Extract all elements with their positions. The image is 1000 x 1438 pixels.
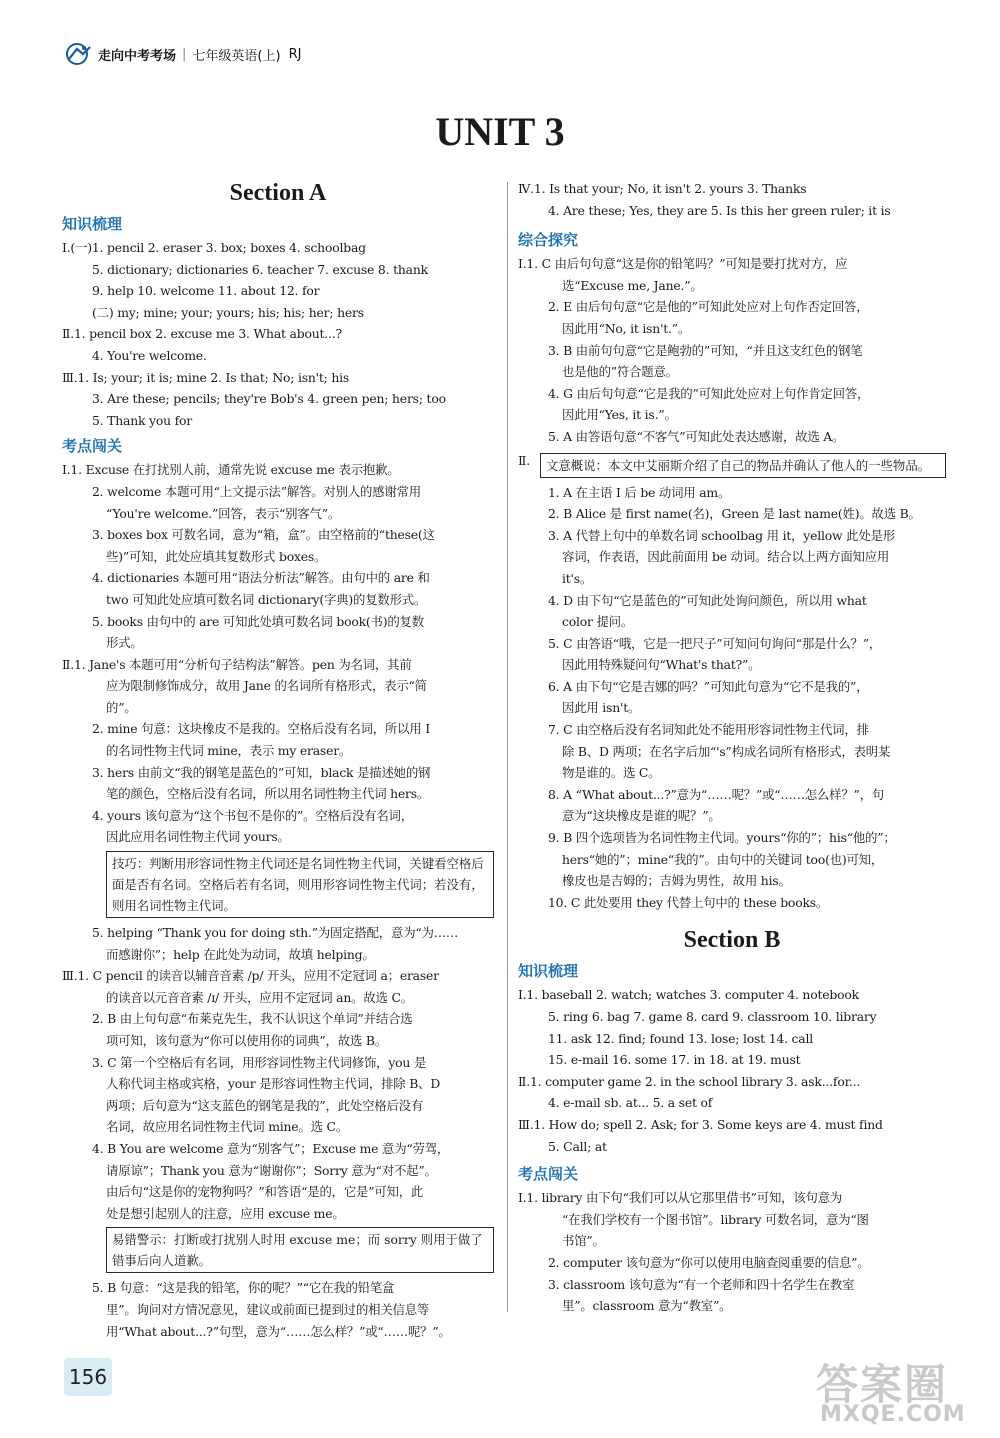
answer-line: 3. Are these; pencils; they're Bob's 4. green pen; hers; too [92, 391, 446, 407]
answer-line: 5. C 由答语“哦，它是一把尺子”可知问句询问“那是什么？”， [548, 635, 882, 651]
answer-line: 物是谁的。选 C。 [562, 765, 661, 781]
answer-line: 5. B 句意：“这是我的铅笔，你的呢？”“它在我的铅笔盒 [92, 1280, 395, 1296]
answer-line: 的”。 [106, 699, 137, 715]
answer-line: 4. G 由后句句意“它是我的”可知此处应对上句作肯定回答， [548, 385, 870, 401]
category-heading: 考点闯关 [518, 1165, 579, 1184]
answer-line: 用“What about...?”句型，意为“……怎么样？”或“……呢？”。 [106, 1323, 451, 1339]
answer-line: 的读音以元音音素 /ɪ/ 开头，应用不定冠词 an。故选 C。 [106, 989, 413, 1005]
answer-line: 因此用“No, it isn't.”。 [562, 320, 691, 336]
answer-line: 笔的颜色，空格后没有名词，所以用名词性物主代词 hers。 [106, 786, 430, 802]
answer-line: 1. A 在主语 I 后 be 动词用 am。 [548, 484, 731, 500]
answer-line: Ⅰ.1. C 由后句句意“这是你的铅笔吗？”可知是要打扰对方，应 [518, 256, 848, 272]
answer-line: 形式。 [106, 635, 143, 651]
answer-line: Ⅰ.1. Excuse 在打扰别人前，通常先说 excuse me 表示抱歉。 [62, 462, 400, 478]
answer-line: 7. C 由空格后没有名词知此处不能用形容词性物主代词，排 [548, 722, 869, 738]
answer-line: “在我们学校有一个图书馆”。library 可数名词，意为“图 [562, 1211, 869, 1227]
answer-line: 5. books 由句中的 are 可知此处填可数名词 book(书)的复数 [92, 613, 424, 629]
answer-line: 处是想引起别人的注意，应用 excuse me。 [106, 1205, 345, 1221]
left-column [62, 178, 494, 1342]
answer-line: 3. hers 由前文“我的钢笔是蓝色的”可知，black 是描述她的钢 [92, 764, 431, 780]
answer-line: 4. e-mail sb. at... 5. a set of [548, 1095, 713, 1111]
answer-line: 也是他的”符合题意。 [562, 364, 678, 380]
answer-line: 2. E 由后句句意“它是他的”可知此处应对上句作否定回答， [548, 299, 869, 315]
answer-line: 11. ask 12. find; found 13. lose; lost 14. call [548, 1030, 813, 1046]
answer-line: 而感谢你”；help 在此处为动词，故填 helping。 [106, 946, 375, 962]
answer-line: 因此应用名词性物主代词 yours。 [106, 829, 290, 845]
answer-line: 5. ring 6. bag 7. game 8. card 9. classroom 10. library [548, 1009, 877, 1024]
unit-title: UNIT 3 [435, 109, 565, 154]
explanation-list [518, 253, 946, 447]
answer-line: 由后句“这是你的宠物狗吗？”和答语“是的，它是”可知，此 [106, 1184, 424, 1200]
explanation-list [518, 482, 946, 914]
answer-line: 9. help 10. welcome 11. about 12. for [92, 283, 320, 299]
answer-line: 5. Call; at [548, 1138, 607, 1154]
answer-line: it's。 [562, 570, 593, 586]
answer-line: 项可知，该句意为“你可以使用你的词典”，故选 B。 [106, 1033, 387, 1048]
answer-line: 2. welcome 本题可用“上文提示法”解答。对别人的感谢常用 [92, 483, 421, 499]
answer-line: 应为限制修饰成分，故用 Jane 的名词所有格形式，表示“简 [106, 678, 427, 694]
answer-line: 两项；后句意为“这支蓝色的钢笔是我的”，此处空格后没有 [106, 1097, 424, 1113]
answer-line: 2. computer 该句意为“你可以使用电脑查阅重要的信息”。 [548, 1254, 870, 1270]
answer-line: Ⅰ.1. library 由下句“我们可以从它那里借书”可知，该句意为 [518, 1190, 843, 1206]
book-title: 七年级英语(上) [192, 48, 281, 64]
category-heading: 知识梳理 [62, 215, 123, 233]
category-heading: 考点闯关 [62, 437, 123, 456]
answer-line: 容词，作表语，因此前面用 be 动词。结合以上两方面知应用 [562, 549, 890, 565]
answer-line: 3. B 由前句句意“它是鲍勃的”可知，“并且这支红色的钢笔 [548, 342, 863, 358]
answer-line: 因此用特殊疑问句“What's that?”。 [562, 657, 761, 673]
watermark-logo: 答案圈 [816, 1360, 949, 1409]
summary-row [518, 450, 946, 482]
explanation-list [518, 1187, 946, 1317]
answer-line: 4. B You are welcome 意为“别客气”；Excuse me 意为“劳驾， [92, 1140, 450, 1156]
answer-line: 里”。classroom 意为“教室”。 [562, 1298, 732, 1314]
answer-line: Ⅲ.1. How do; spell 2. Ask; for 3. Some keys are 4. must find [518, 1116, 883, 1132]
roman-numeral: Ⅱ. [518, 452, 530, 468]
answer-line: 15. e-mail 16. some 17. in 18. at 19. must [548, 1052, 801, 1068]
answer-line: 4. dictionaries 本题可用“语法分析法”解答。由句中的 are 和 [92, 570, 430, 586]
answer-line: 4. D 由下句“它是蓝色的”可知此处询问颜色，所以用 what [548, 592, 867, 608]
section-b-title: Section B [683, 927, 781, 954]
answer-line: 里”。询问对方情况意见，建议或前面已提到过的相关信息等 [106, 1301, 430, 1317]
answer-line: 3. A 代替上句中的单数名词 schoolbag 用 it，yellow 此处是形 [548, 527, 895, 543]
answer-line: Ⅳ.1. Is that your; No, it isn't 2. yours 3. Thanks [518, 181, 807, 196]
knowledge-list [62, 237, 494, 431]
answer-line: 除 B、D 两项；在名字后加“'s”构成名词所有格形式，表明某 [562, 743, 891, 759]
answer-line: 5. dictionary; dictionaries 6. teacher 7. excuse 8. thank [92, 261, 428, 277]
answer-line: 人称代词主格或宾格，your 是形容词性物主代词，排除 B、D [106, 1076, 441, 1092]
answer-line: 些)”可知，此处应填其复数形式 boxes。 [106, 548, 327, 564]
column-divider [507, 182, 508, 1312]
right-column [518, 178, 946, 1317]
watermark [816, 1352, 986, 1432]
page-number: 156 [64, 1358, 112, 1396]
explanation-list [62, 922, 494, 1224]
explanation-list [62, 459, 494, 848]
answer-line: 5. Thank you for [92, 412, 192, 428]
answer-line: Ⅰ.1. baseball 2. watch; watches 3. computer 4. notebook [518, 987, 859, 1003]
answer-line: 2. B 由上句句意“布莱克先生，我不认识这个单词”并结合选 [92, 1011, 413, 1027]
watermark-site: MXQE.COM [820, 1402, 966, 1427]
answer-line: “You're welcome.”回答，表示“别客气”。 [106, 505, 341, 521]
answer-line: 3. classroom 该句意为“有一个老师和四十名学生在教室 [548, 1276, 855, 1292]
answer-line: Ⅲ.1. C pencil 的读音以辅音音素 /p/ 开头，应用不定冠词 a；eraser [62, 968, 439, 984]
answer-line: 6. A 由下句“它是吉娜的吗？”可知此句意为“它不是我的”， [548, 678, 869, 694]
answer-line: 4. yours 该句意为“这个书包不是你的”。空格后没有名词， [92, 807, 413, 823]
answer-line: 名词，故应用名词性物主代词 mine。选 C。 [106, 1119, 349, 1135]
summary-box: 文意概说：本文中艾丽斯介绍了自己的物品并确认了他人的一些物品。 [540, 453, 946, 478]
tip-box: 技巧：判断用形容词性物主代词还是名词性物主代词，关键看空格后面是否有名词。空格后若有名词，则用形容词性物主代词；若没有，则用名词性物主代词。 [106, 851, 494, 918]
answer-line: 3. C 第一个空格后有名词，用形容词性物主代词修饰，you 是 [92, 1054, 427, 1070]
answer-line: 意为“这块橡皮是谁的呢？”。 [562, 808, 721, 824]
answer-line: Ⅱ.1. computer game 2. in the school library 3. ask...for... [518, 1073, 861, 1089]
answer-line: Ⅱ.1. pencil box 2. excuse me 3. What about...? [62, 326, 342, 342]
answer-line: 4. You're welcome. [92, 347, 207, 363]
answer-line: Ⅲ.1. Is; your; it is; mine 2. Is that; No; isn't; his [62, 369, 350, 385]
category-heading: 综合探究 [518, 231, 579, 250]
answer-line: 的名词性物主代词 mine，表示 my eraser。 [106, 743, 352, 759]
answer-line: 橡皮也是吉姆的；吉姆为男性，故用 his。 [562, 873, 791, 889]
answer-line: hers“她的”；mine“我的”。由句中的关键词 too(也)可知， [562, 851, 884, 867]
warning-box: 易错警示：打断或打扰别人时用 excuse me；而 sorry 则用于做了错事后向人道歉。 [106, 1227, 494, 1273]
explanation-list [62, 1277, 494, 1342]
answer-line: 选“Excuse me, Jane.”。 [562, 277, 703, 293]
knowledge-list [518, 984, 946, 1157]
answer-line: 2. mine 句意：这块橡皮不是我的。空格后没有名词，所以用 I [92, 721, 430, 737]
answer-line: 因此用 isn't。 [562, 700, 641, 716]
answer-line: 5. helping “Thank you for doing sth.”为固定搭配，意为“为…… [92, 925, 459, 941]
answer-line: 5. A 由答语句意“不客气”可知此处表达感谢，故选 A。 [548, 428, 845, 444]
answer-line: Ⅰ.(一)1. pencil 2. eraser 3. box; boxes 4. schoolbag [62, 240, 366, 255]
answer-line: 请原谅”；Thank you 意为“谢谢你”；Sorry 意为“对不起”。 [106, 1162, 437, 1178]
edition: RJ [288, 46, 302, 62]
answer-line: 9. B 四个选项皆为名词性物主代词。yours“你的”；his“他的”； [548, 830, 896, 846]
answer-line: 4. Are these; Yes, they are 5. Is this her green ruler; it is [548, 202, 891, 218]
brand-title: 走向中考考场 [98, 48, 177, 64]
header-divider: | [182, 46, 187, 62]
answer-line: 2. B Alice 是 first name(名)，Green 是 last name(姓)。故选 B。 [548, 506, 921, 522]
answer-line: 因此用“Yes, it is.”。 [562, 407, 677, 423]
category-heading: 知识梳理 [518, 962, 579, 981]
answer-line: (二) my; mine; your; yours; his; his; her; hers [92, 304, 364, 320]
answer-line: two 可知此处应填可数名词 dictionary(字典)的复数形式。 [106, 591, 427, 607]
answer-line: 10. C 此处要用 they 代替上句中的 these books。 [548, 894, 829, 910]
answer-line: Ⅱ.1. Jane's 本题可用“分析句子结构法”解答。pen 为名词，其前 [62, 656, 412, 672]
section-a-title: Section A [229, 180, 327, 206]
page-header [64, 40, 301, 68]
runner-logo-icon [64, 42, 94, 66]
answer-line: color 提问。 [562, 614, 634, 630]
answer-line: 8. A “What about...?”意为“……呢？”或“……怎么样？”，句 [548, 786, 885, 802]
answer-line: 3. boxes box 可数名词，意为“箱，盒”。由空格前的“these(这 [92, 527, 435, 543]
answer-line: 书馆”。 [562, 1233, 605, 1249]
